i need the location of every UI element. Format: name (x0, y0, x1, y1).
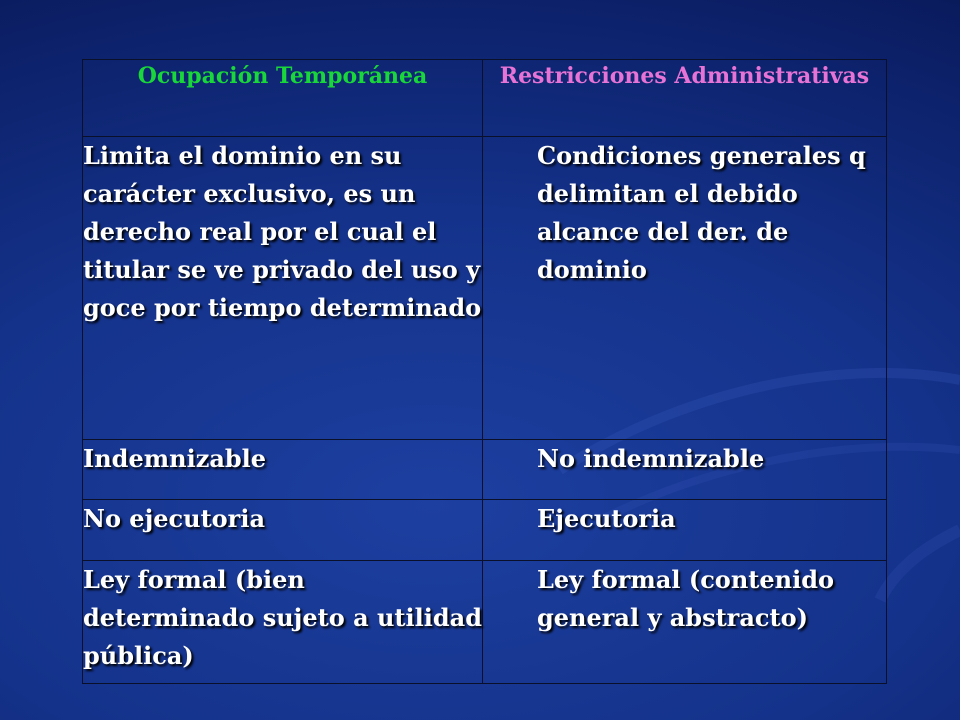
table-cell-right: No indemnizable (483, 440, 887, 500)
table-row (83, 561, 887, 684)
table-row (83, 137, 887, 440)
table-header-row (83, 60, 887, 137)
table-cell-right: Ley formal (contenido general y abstracto) (483, 561, 887, 684)
table-cell-left: No ejecutoria (83, 500, 483, 561)
table-row (83, 440, 887, 500)
table-cell-left: Limita el dominio en su carácter exclusivo, es un derecho real por el cual el titular se ve privado del uso y goce por tiempo determinado (83, 137, 483, 440)
header-ocupacion-temporanea: Ocupación Temporánea (83, 60, 483, 137)
table-cell-right: Condiciones generales q delimitan el debido alcance del der. de dominio (483, 137, 887, 440)
header-restricciones-administrativas: Restricciones Administrativas (483, 60, 887, 137)
table-row (83, 500, 887, 561)
table-cell-right: Ejecutoria (483, 500, 887, 561)
table-cell-left: Indemnizable (83, 440, 483, 500)
table-cell-left: Ley formal (bien determinado sujeto a utilidad pública) (83, 561, 483, 684)
comparison-table (82, 59, 887, 684)
